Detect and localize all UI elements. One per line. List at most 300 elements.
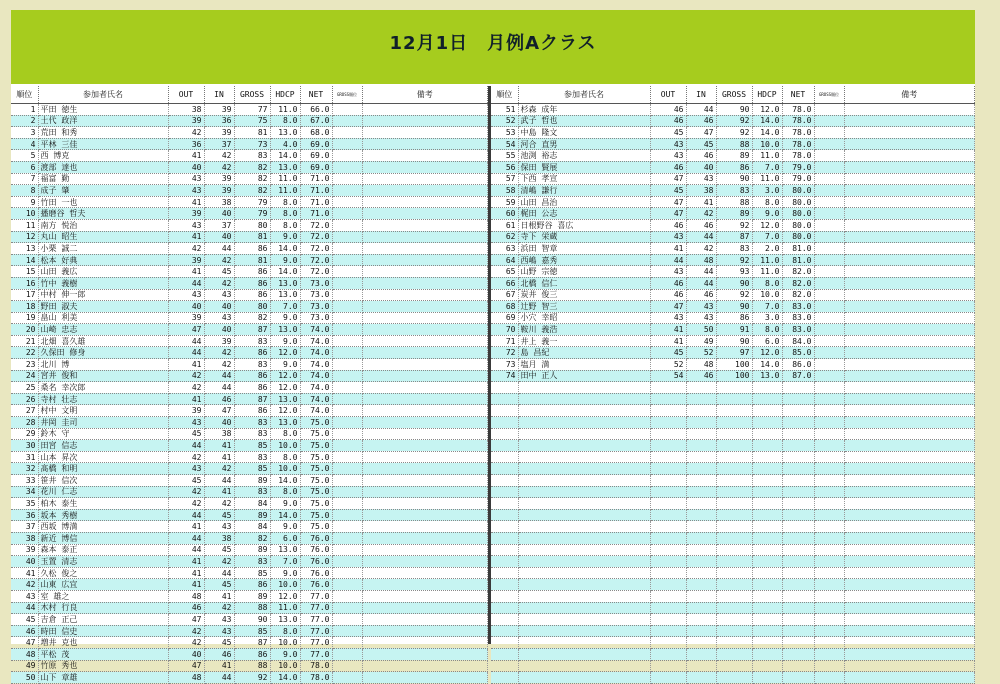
- cell-rank: [491, 428, 518, 440]
- cell-in: 42: [204, 463, 234, 475]
- cell-name: 時田 信史: [38, 625, 168, 637]
- cell-net: [782, 451, 814, 463]
- cell-out: 44: [168, 347, 204, 359]
- cell-hdcp: [752, 625, 782, 637]
- cell-gross: 83: [234, 451, 270, 463]
- cell-net: 86.0: [782, 359, 814, 371]
- cell-out: 44: [168, 544, 204, 556]
- cell-gross-rank: [814, 567, 844, 579]
- cell-gross: 83: [234, 556, 270, 568]
- table-row: [491, 266, 975, 278]
- cell-in: 45: [204, 266, 234, 278]
- cell-rank: [491, 451, 518, 463]
- cell-net: 82.0: [782, 289, 814, 301]
- cell-out: 47: [168, 614, 204, 626]
- cell-rank: 16: [11, 277, 38, 289]
- cell-name: 北橋 信仁: [518, 277, 650, 289]
- cell-rank: 36: [11, 509, 38, 521]
- cell-in: 47: [204, 405, 234, 417]
- cell-hdcp: [752, 556, 782, 568]
- table-row: [11, 335, 488, 347]
- cell-rank: 65: [491, 266, 518, 278]
- table-row: [11, 254, 488, 266]
- cell-in: 42: [204, 150, 234, 162]
- cell-remarks: [844, 138, 975, 150]
- table-row: [11, 231, 488, 243]
- cell-net: 81.0: [782, 254, 814, 266]
- cell-net: 76.0: [300, 556, 332, 568]
- cell-out: 43: [650, 312, 686, 324]
- cell-remarks: [362, 625, 488, 637]
- cell-name: 笹井 信次: [38, 475, 168, 487]
- cell-gross: [716, 451, 752, 463]
- cell-gross: 87: [716, 231, 752, 243]
- cell-in: 43: [686, 301, 716, 313]
- cell-gross-rank: [332, 370, 362, 382]
- cell-gross: 86: [234, 648, 270, 660]
- cell-rank: [491, 625, 518, 637]
- cell-rank: 7: [11, 173, 38, 185]
- table-row: [491, 347, 975, 359]
- cell-hdcp: 8.0: [270, 196, 300, 208]
- cell-net: 76.0: [300, 544, 332, 556]
- cell-net: 75.0: [300, 498, 332, 510]
- cell-remarks: [844, 486, 975, 498]
- cell-hdcp: [752, 521, 782, 533]
- cell-net: [782, 498, 814, 510]
- cell-rank: 39: [11, 544, 38, 556]
- cell-remarks: [844, 324, 975, 336]
- cell-in: [686, 509, 716, 521]
- cell-gross-rank: [814, 579, 844, 591]
- cell-in: 45: [204, 544, 234, 556]
- cell-in: 46: [204, 648, 234, 660]
- cell-out: [650, 672, 686, 684]
- cell-hdcp: 8.0: [752, 324, 782, 336]
- cell-gross: 86: [234, 347, 270, 359]
- cell-in: 44: [686, 266, 716, 278]
- cell-rank: 34: [11, 486, 38, 498]
- table-row: [491, 648, 975, 660]
- cell-in: [686, 614, 716, 626]
- cell-net: 77.0: [300, 648, 332, 660]
- cell-rank: 6: [11, 161, 38, 173]
- cell-in: 39: [204, 127, 234, 139]
- cell-gross-rank: [332, 231, 362, 243]
- col-rank-header: 順位: [11, 86, 38, 104]
- cell-rank: 52: [491, 115, 518, 127]
- cell-net: 83.0: [782, 312, 814, 324]
- cell-name: [518, 498, 650, 510]
- col-rank-header: 順位: [491, 86, 518, 104]
- cell-name: 梶田 公志: [518, 208, 650, 220]
- cell-rank: 59: [491, 196, 518, 208]
- cell-gross-rank: [332, 590, 362, 602]
- cell-name: 平林 三佳: [38, 138, 168, 150]
- cell-remarks: [362, 254, 488, 266]
- cell-name: 鞍川 義浩: [518, 324, 650, 336]
- cell-hdcp: [752, 672, 782, 684]
- cell-out: [650, 498, 686, 510]
- cell-remarks: [844, 602, 975, 614]
- cell-net: 77.0: [300, 590, 332, 602]
- cell-name: 竹田 一也: [38, 196, 168, 208]
- cell-in: 38: [204, 428, 234, 440]
- cell-gross: 85: [234, 567, 270, 579]
- table-row: [491, 625, 975, 637]
- cell-remarks: [362, 127, 488, 139]
- cell-rank: 5: [11, 150, 38, 162]
- cell-name: 坂本 秀樹: [38, 509, 168, 521]
- cell-net: 81.0: [782, 243, 814, 255]
- cell-remarks: [362, 567, 488, 579]
- cell-hdcp: 9.0: [270, 231, 300, 243]
- cell-net: 71.0: [300, 196, 332, 208]
- cell-name: 田宮 信志: [38, 440, 168, 452]
- cell-net: 78.0: [782, 104, 814, 116]
- cell-gross-rank: [332, 463, 362, 475]
- cell-net: 85.0: [782, 347, 814, 359]
- cell-gross: 92: [716, 254, 752, 266]
- cell-out: 39: [168, 254, 204, 266]
- cell-remarks: [362, 451, 488, 463]
- cell-hdcp: 14.0: [270, 243, 300, 255]
- cell-gross: 86: [234, 382, 270, 394]
- cell-rank: [491, 544, 518, 556]
- cell-in: 44: [204, 475, 234, 487]
- cell-hdcp: 9.0: [270, 521, 300, 533]
- cell-gross-rank: [814, 370, 844, 382]
- cell-name: 畠山 利美: [38, 312, 168, 324]
- cell-gross: 79: [234, 196, 270, 208]
- cell-net: [782, 556, 814, 568]
- cell-gross: 81: [234, 127, 270, 139]
- cell-gross: 83: [234, 428, 270, 440]
- cell-net: 73.0: [300, 289, 332, 301]
- cell-remarks: [362, 277, 488, 289]
- table-row: [11, 405, 488, 417]
- cell-rank: [491, 567, 518, 579]
- cell-out: 46: [650, 219, 686, 231]
- cell-gross: 90: [234, 614, 270, 626]
- cell-name: 丸山 昭生: [38, 231, 168, 243]
- header-row: [491, 86, 975, 104]
- cell-name: 野田 淑夫: [38, 301, 168, 313]
- cell-in: 44: [204, 243, 234, 255]
- cell-remarks: [362, 104, 488, 116]
- cell-in: 39: [204, 185, 234, 197]
- cell-out: [650, 417, 686, 429]
- cell-hdcp: [752, 509, 782, 521]
- cell-name: 山野 宗徳: [518, 266, 650, 278]
- cell-hdcp: 12.0: [752, 104, 782, 116]
- cell-out: 47: [650, 208, 686, 220]
- cell-net: 75.0: [300, 463, 332, 475]
- cell-in: 44: [686, 104, 716, 116]
- cell-hdcp: [752, 451, 782, 463]
- cell-in: 41: [204, 660, 234, 672]
- cell-net: 80.0: [782, 231, 814, 243]
- table-row: [491, 637, 975, 649]
- cell-out: 42: [168, 637, 204, 649]
- cell-in: 42: [204, 254, 234, 266]
- cell-remarks: [844, 567, 975, 579]
- cell-rank: 43: [11, 590, 38, 602]
- cell-gross: 86: [234, 243, 270, 255]
- cell-rank: [491, 417, 518, 429]
- cell-remarks: [844, 417, 975, 429]
- results-table-right: [491, 86, 975, 644]
- cell-gross-rank: [814, 672, 844, 684]
- table-row: [11, 138, 488, 150]
- cell-hdcp: 14.0: [270, 509, 300, 521]
- cell-out: 42: [168, 498, 204, 510]
- cell-remarks: [362, 161, 488, 173]
- cell-in: 45: [204, 509, 234, 521]
- cell-out: [650, 475, 686, 487]
- cell-rank: 72: [491, 347, 518, 359]
- cell-remarks: [362, 614, 488, 626]
- cell-in: [686, 579, 716, 591]
- results-table-left: [11, 86, 488, 682]
- cell-name: 西嶋 嘉秀: [518, 254, 650, 266]
- cell-in: [686, 417, 716, 429]
- cell-rank: 57: [491, 173, 518, 185]
- cell-out: [650, 382, 686, 394]
- cell-gross-rank: [332, 289, 362, 301]
- table-row: [491, 231, 975, 243]
- cell-out: [650, 614, 686, 626]
- cell-rank: 25: [11, 382, 38, 394]
- cell-net: [782, 393, 814, 405]
- table-row: [11, 196, 488, 208]
- cell-in: 39: [204, 104, 234, 116]
- cell-gross-rank: [814, 393, 844, 405]
- cell-in: 43: [686, 312, 716, 324]
- cell-hdcp: 13.0: [270, 544, 300, 556]
- cell-remarks: [362, 498, 488, 510]
- table-row: [491, 579, 975, 591]
- cell-net: 78.0: [782, 150, 814, 162]
- cell-out: 43: [650, 150, 686, 162]
- cell-in: [686, 672, 716, 684]
- cell-in: 45: [204, 637, 234, 649]
- cell-hdcp: 7.0: [270, 301, 300, 313]
- cell-name: [518, 660, 650, 672]
- cell-in: 46: [204, 393, 234, 405]
- cell-hdcp: 11.0: [270, 104, 300, 116]
- table-row: [11, 104, 488, 116]
- table-row: [11, 219, 488, 231]
- cell-net: 72.0: [300, 254, 332, 266]
- cell-gross: [716, 393, 752, 405]
- cell-net: 75.0: [300, 509, 332, 521]
- cell-gross-rank: [814, 509, 844, 521]
- cell-out: [650, 590, 686, 602]
- cell-out: 43: [168, 173, 204, 185]
- cell-gross: 87: [234, 324, 270, 336]
- cell-rank: 20: [11, 324, 38, 336]
- cell-hdcp: 13.0: [270, 161, 300, 173]
- cell-net: [782, 463, 814, 475]
- cell-name: 鈴木 守: [38, 428, 168, 440]
- col-gross-rank-header: GROSS順位: [814, 86, 844, 104]
- cell-name: [518, 625, 650, 637]
- cell-out: 45: [650, 127, 686, 139]
- cell-remarks: [844, 451, 975, 463]
- table-row: [491, 393, 975, 405]
- table-row: [491, 301, 975, 313]
- cell-out: 43: [168, 463, 204, 475]
- cell-gross: [716, 556, 752, 568]
- cell-hdcp: 8.0: [270, 208, 300, 220]
- page-title: 12月1日 月例Aクラス: [389, 33, 597, 54]
- cell-in: 39: [204, 173, 234, 185]
- col-hdcp-header: HDCP: [752, 86, 782, 104]
- cell-name: 増井 克也: [38, 637, 168, 649]
- cell-rank: 74: [491, 370, 518, 382]
- cell-in: [686, 648, 716, 660]
- cell-in: 42: [204, 277, 234, 289]
- cell-gross-rank: [332, 556, 362, 568]
- cell-gross-rank: [332, 544, 362, 556]
- cell-gross: 85: [234, 440, 270, 452]
- cell-gross: [716, 509, 752, 521]
- cell-rank: [491, 382, 518, 394]
- col-out-header: OUT: [168, 86, 204, 104]
- cell-hdcp: [752, 579, 782, 591]
- cell-gross: 88: [234, 660, 270, 672]
- cell-in: 45: [686, 138, 716, 150]
- cell-remarks: [844, 104, 975, 116]
- cell-in: [686, 567, 716, 579]
- cell-hdcp: 13.0: [270, 417, 300, 429]
- cell-net: [782, 567, 814, 579]
- cell-net: 78.0: [300, 660, 332, 672]
- cell-net: 80.0: [782, 219, 814, 231]
- cell-remarks: [362, 382, 488, 394]
- cell-name: 浜田 智章: [518, 243, 650, 255]
- cell-gross: 100: [716, 359, 752, 371]
- cell-hdcp: 11.0: [270, 173, 300, 185]
- cell-in: 40: [204, 208, 234, 220]
- cell-hdcp: [752, 486, 782, 498]
- cell-gross: 83: [716, 185, 752, 197]
- table-row: [11, 324, 488, 336]
- cell-hdcp: 8.0: [270, 451, 300, 463]
- cell-hdcp: 12.0: [270, 590, 300, 602]
- table-row: [11, 475, 488, 487]
- col-name-header: 参加者氏名: [38, 86, 168, 104]
- cell-hdcp: [752, 440, 782, 452]
- cell-rank: [491, 602, 518, 614]
- cell-in: 44: [686, 231, 716, 243]
- cell-rank: 33: [11, 475, 38, 487]
- cell-in: [686, 625, 716, 637]
- cell-out: 42: [168, 382, 204, 394]
- table-row: [491, 324, 975, 336]
- cell-hdcp: [752, 567, 782, 579]
- table-row: [11, 648, 488, 660]
- cell-in: [686, 498, 716, 510]
- table-row: [491, 359, 975, 371]
- cell-gross-rank: [814, 359, 844, 371]
- cell-name: 寺村 壮志: [38, 393, 168, 405]
- cell-rank: 9: [11, 196, 38, 208]
- cell-out: 44: [650, 254, 686, 266]
- cell-rank: 69: [491, 312, 518, 324]
- cell-net: 77.0: [300, 602, 332, 614]
- cell-out: 46: [650, 289, 686, 301]
- cell-remarks: [844, 243, 975, 255]
- cell-hdcp: [752, 590, 782, 602]
- cell-rank: 19: [11, 312, 38, 324]
- cell-gross-rank: [332, 127, 362, 139]
- cell-remarks: [844, 161, 975, 173]
- cell-hdcp: 11.0: [270, 185, 300, 197]
- cell-hdcp: 13.0: [270, 393, 300, 405]
- cell-hdcp: 12.0: [270, 382, 300, 394]
- cell-in: 42: [686, 243, 716, 255]
- cell-rank: 73: [491, 359, 518, 371]
- cell-gross-rank: [332, 347, 362, 359]
- cell-gross-rank: [332, 185, 362, 197]
- cell-gross-rank: [332, 521, 362, 533]
- cell-gross: 86: [234, 277, 270, 289]
- cell-hdcp: 11.0: [752, 173, 782, 185]
- cell-in: 52: [686, 347, 716, 359]
- cell-in: 38: [686, 185, 716, 197]
- cell-hdcp: [752, 637, 782, 649]
- cell-name: [518, 428, 650, 440]
- cell-rank: [491, 405, 518, 417]
- cell-net: [782, 509, 814, 521]
- cell-name: 山崎 忠志: [38, 324, 168, 336]
- cell-out: 39: [168, 405, 204, 417]
- cell-name: 花川 仁志: [38, 486, 168, 498]
- cell-gross-rank: [332, 440, 362, 452]
- cell-gross: 84: [234, 521, 270, 533]
- cell-gross-rank: [814, 440, 844, 452]
- cell-remarks: [844, 648, 975, 660]
- cell-gross: 83: [234, 359, 270, 371]
- table-row: [491, 417, 975, 429]
- cell-name: 西坂 博満: [38, 521, 168, 533]
- cell-remarks: [362, 138, 488, 150]
- cell-name: 髙橋 和明: [38, 463, 168, 475]
- cell-remarks: [844, 231, 975, 243]
- cell-in: 40: [204, 231, 234, 243]
- cell-gross: 89: [716, 150, 752, 162]
- cell-hdcp: [752, 532, 782, 544]
- cell-rank: 53: [491, 127, 518, 139]
- cell-net: [782, 532, 814, 544]
- cell-in: [686, 486, 716, 498]
- cell-gross-rank: [814, 196, 844, 208]
- cell-hdcp: 12.0: [752, 347, 782, 359]
- cell-gross: [716, 440, 752, 452]
- cell-name: 渡部 達也: [38, 161, 168, 173]
- cell-remarks: [844, 544, 975, 556]
- cell-hdcp: [752, 660, 782, 672]
- cell-out: 44: [168, 440, 204, 452]
- cell-hdcp: 8.0: [270, 486, 300, 498]
- cell-gross: 86: [234, 266, 270, 278]
- cell-name: 日根野谷 喜広: [518, 219, 650, 231]
- cell-remarks: [844, 370, 975, 382]
- cell-net: 75.0: [300, 486, 332, 498]
- cell-remarks: [844, 382, 975, 394]
